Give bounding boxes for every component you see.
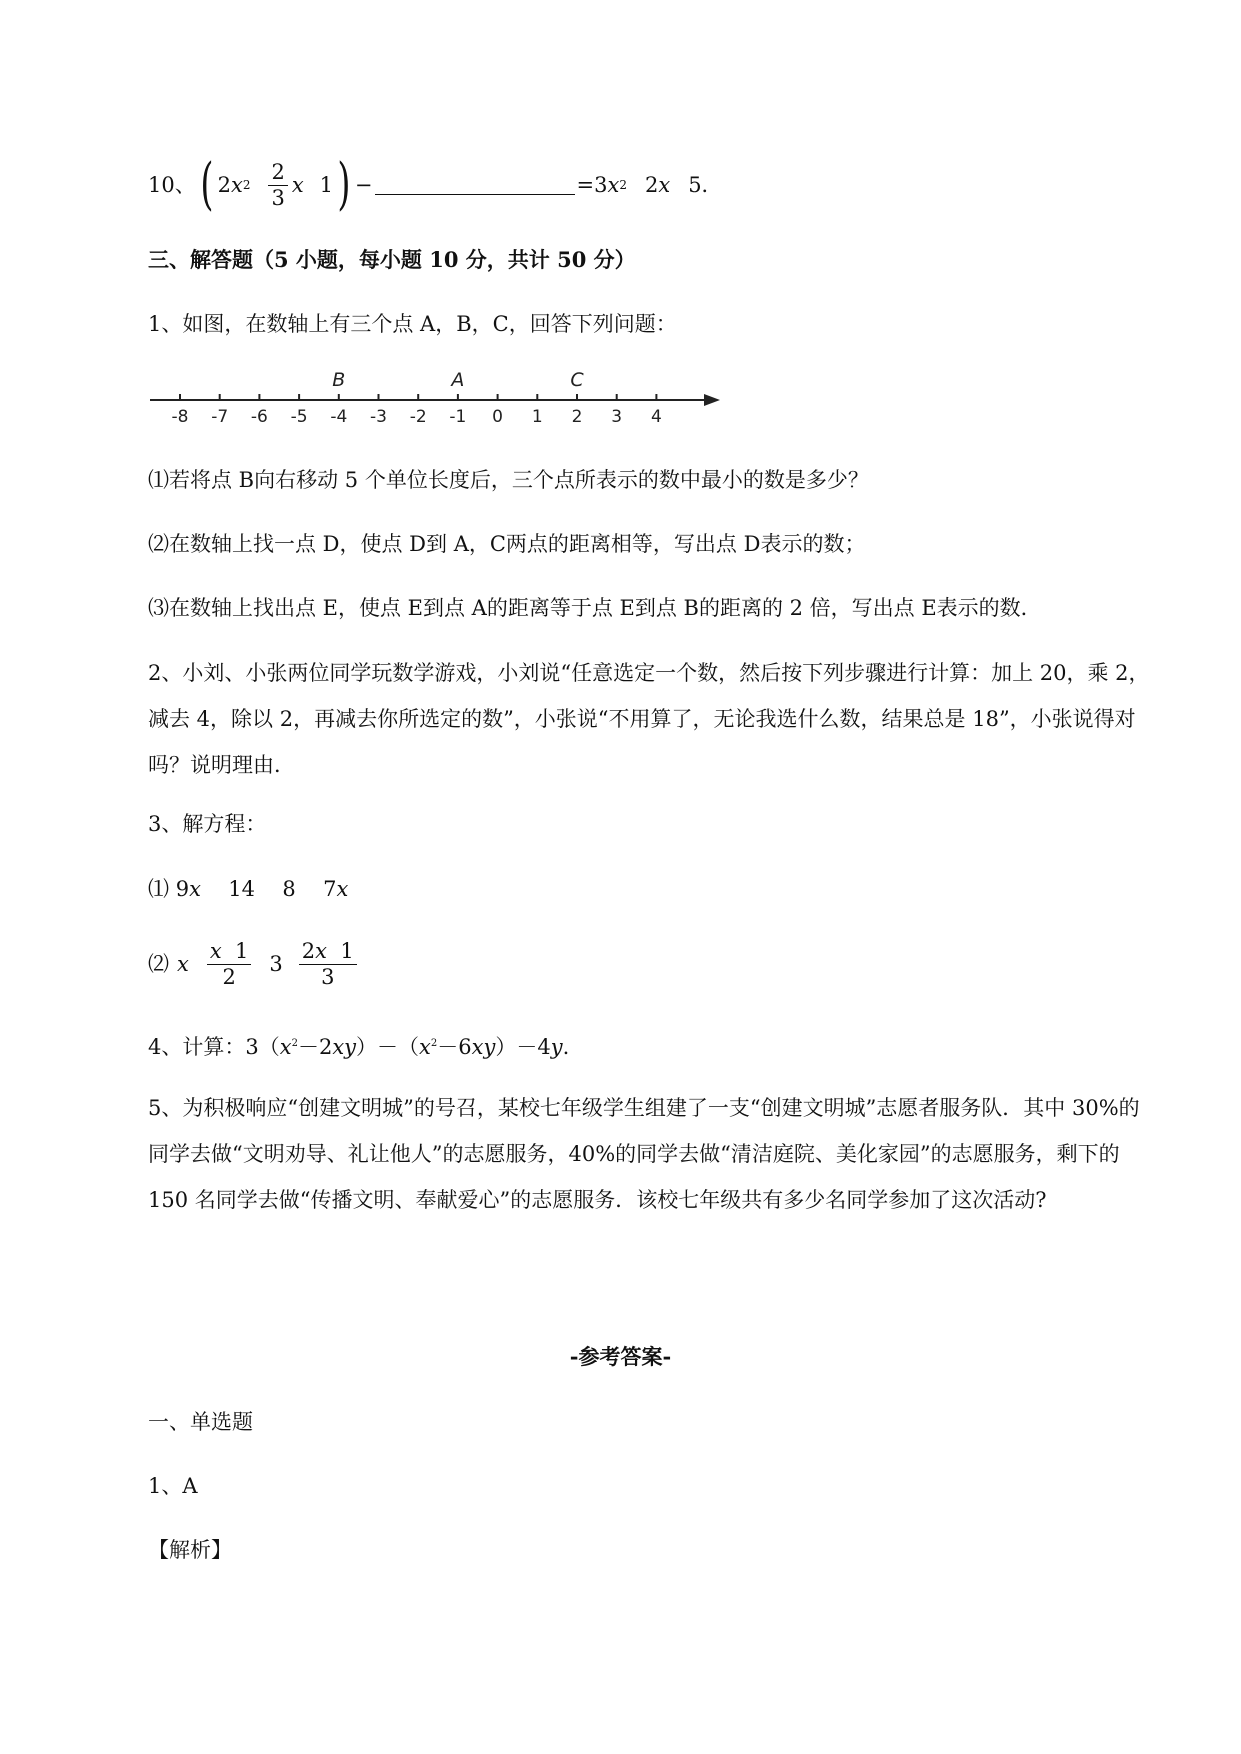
tick-label: -3 [370,407,387,427]
tick-label: 4 [650,407,662,427]
tick-label: -8 [171,407,189,427]
section-heading: 三、解答题（5 小题，每小题 10 分，共计 50 分） [148,247,636,272]
number-line [148,368,728,434]
right-paren: ) [337,152,351,217]
question-10: 10、 ( 2 x 2 $\frac{2}{3}$ x 1 ) − =3 x 2 2 x 5． [148,152,723,217]
problem-4: 4、计算：$3(x^2-2xy)-(x^2-6xy)-4y$. [148,1035,570,1059]
question-number: 10、 [148,173,196,197]
tick-label: 1 [531,407,543,427]
fraction-1: $\frac{x 1}{2}$ [207,939,252,988]
axis-arrow [704,394,720,406]
tick-label: -4 [330,407,348,427]
problem-1-sub2: ⑵在数轴上找一点 D，使点 D到 A，C两点的距离相等，写出点 D表示的数； [148,532,866,556]
fraction-2: $\frac{2x 1}{3}$ [299,939,357,988]
answer-1: 1、A [148,1474,198,1498]
problem-1-intro: 1、如图，在数轴上有三个点 A，B，C，回答下列问题： [148,312,677,336]
tick-label: -7 [211,407,229,427]
problem-2: 2、小刘、小张两位同学玩数学游戏，小刘说“任意选定一个数，然后按下列步骤进行计算：加上 20，乘 2，减去 4，除以 2，再减去你所选定的数”，小张说“不用算了，无论我选什么数，结果总是 18”，小张说得对吗？说明理由． [148,661,1150,777]
answer-blank[interactable] [375,176,575,195]
tick-label: -1 [449,407,467,427]
problem-3-intro: 3、解方程： [148,812,267,836]
problem-1-sub3: ⑶在数轴上找出点 E，使点 E到点 A的距离等于点 E到点 B的距离的 2 倍，写出点 E表示的数． [148,596,1042,620]
problem-5: 5、为积极响应“创建文明城”的号召，某校七年级学生组建了一支“创建文明城”志愿者服务队．其中 30%的同学去做“文明劝导、礼让他人”的志愿服务，40%的同学去做“清洁庭院、美化家园”的志愿服务，剩下的 150 名同学去做“传播文明、奉献爱心”的志愿服务．该校七年级共有多少名同学参加了这次活动? [148,1096,1140,1212]
problem-1-sub1: ⑴若将点 B向右移动 5 个单位长度后，三个点所表示的数中最小的数是多少？ [148,468,869,492]
tick-label: -6 [250,407,268,427]
analysis-label: 【解析】 [148,1538,232,1562]
equation-1: ⑴ 9x 14 8 7x [148,877,349,901]
answers-title: -参考答案- [569,1344,672,1369]
tick-marks [172,394,662,427]
fraction: $\frac{2}{3}$ [268,160,287,209]
tick-label: -5 [290,407,308,427]
point-label-c: C [570,369,584,391]
point-labels [332,369,584,391]
tick-label: 0 [492,407,504,427]
left-paren: ( [200,152,214,217]
tick-label: 3 [611,407,623,427]
point-label-b: B [332,369,346,391]
equation-2: ⑵ x $\frac{x 1}{2}$ 3 $\frac{2x 1}{3}$ [148,936,361,992]
tick-label: 2 [571,407,583,427]
answers-section-1: 一、单选题 [148,1410,253,1434]
tick-label: -2 [409,407,427,427]
point-label-a: A [451,369,465,391]
